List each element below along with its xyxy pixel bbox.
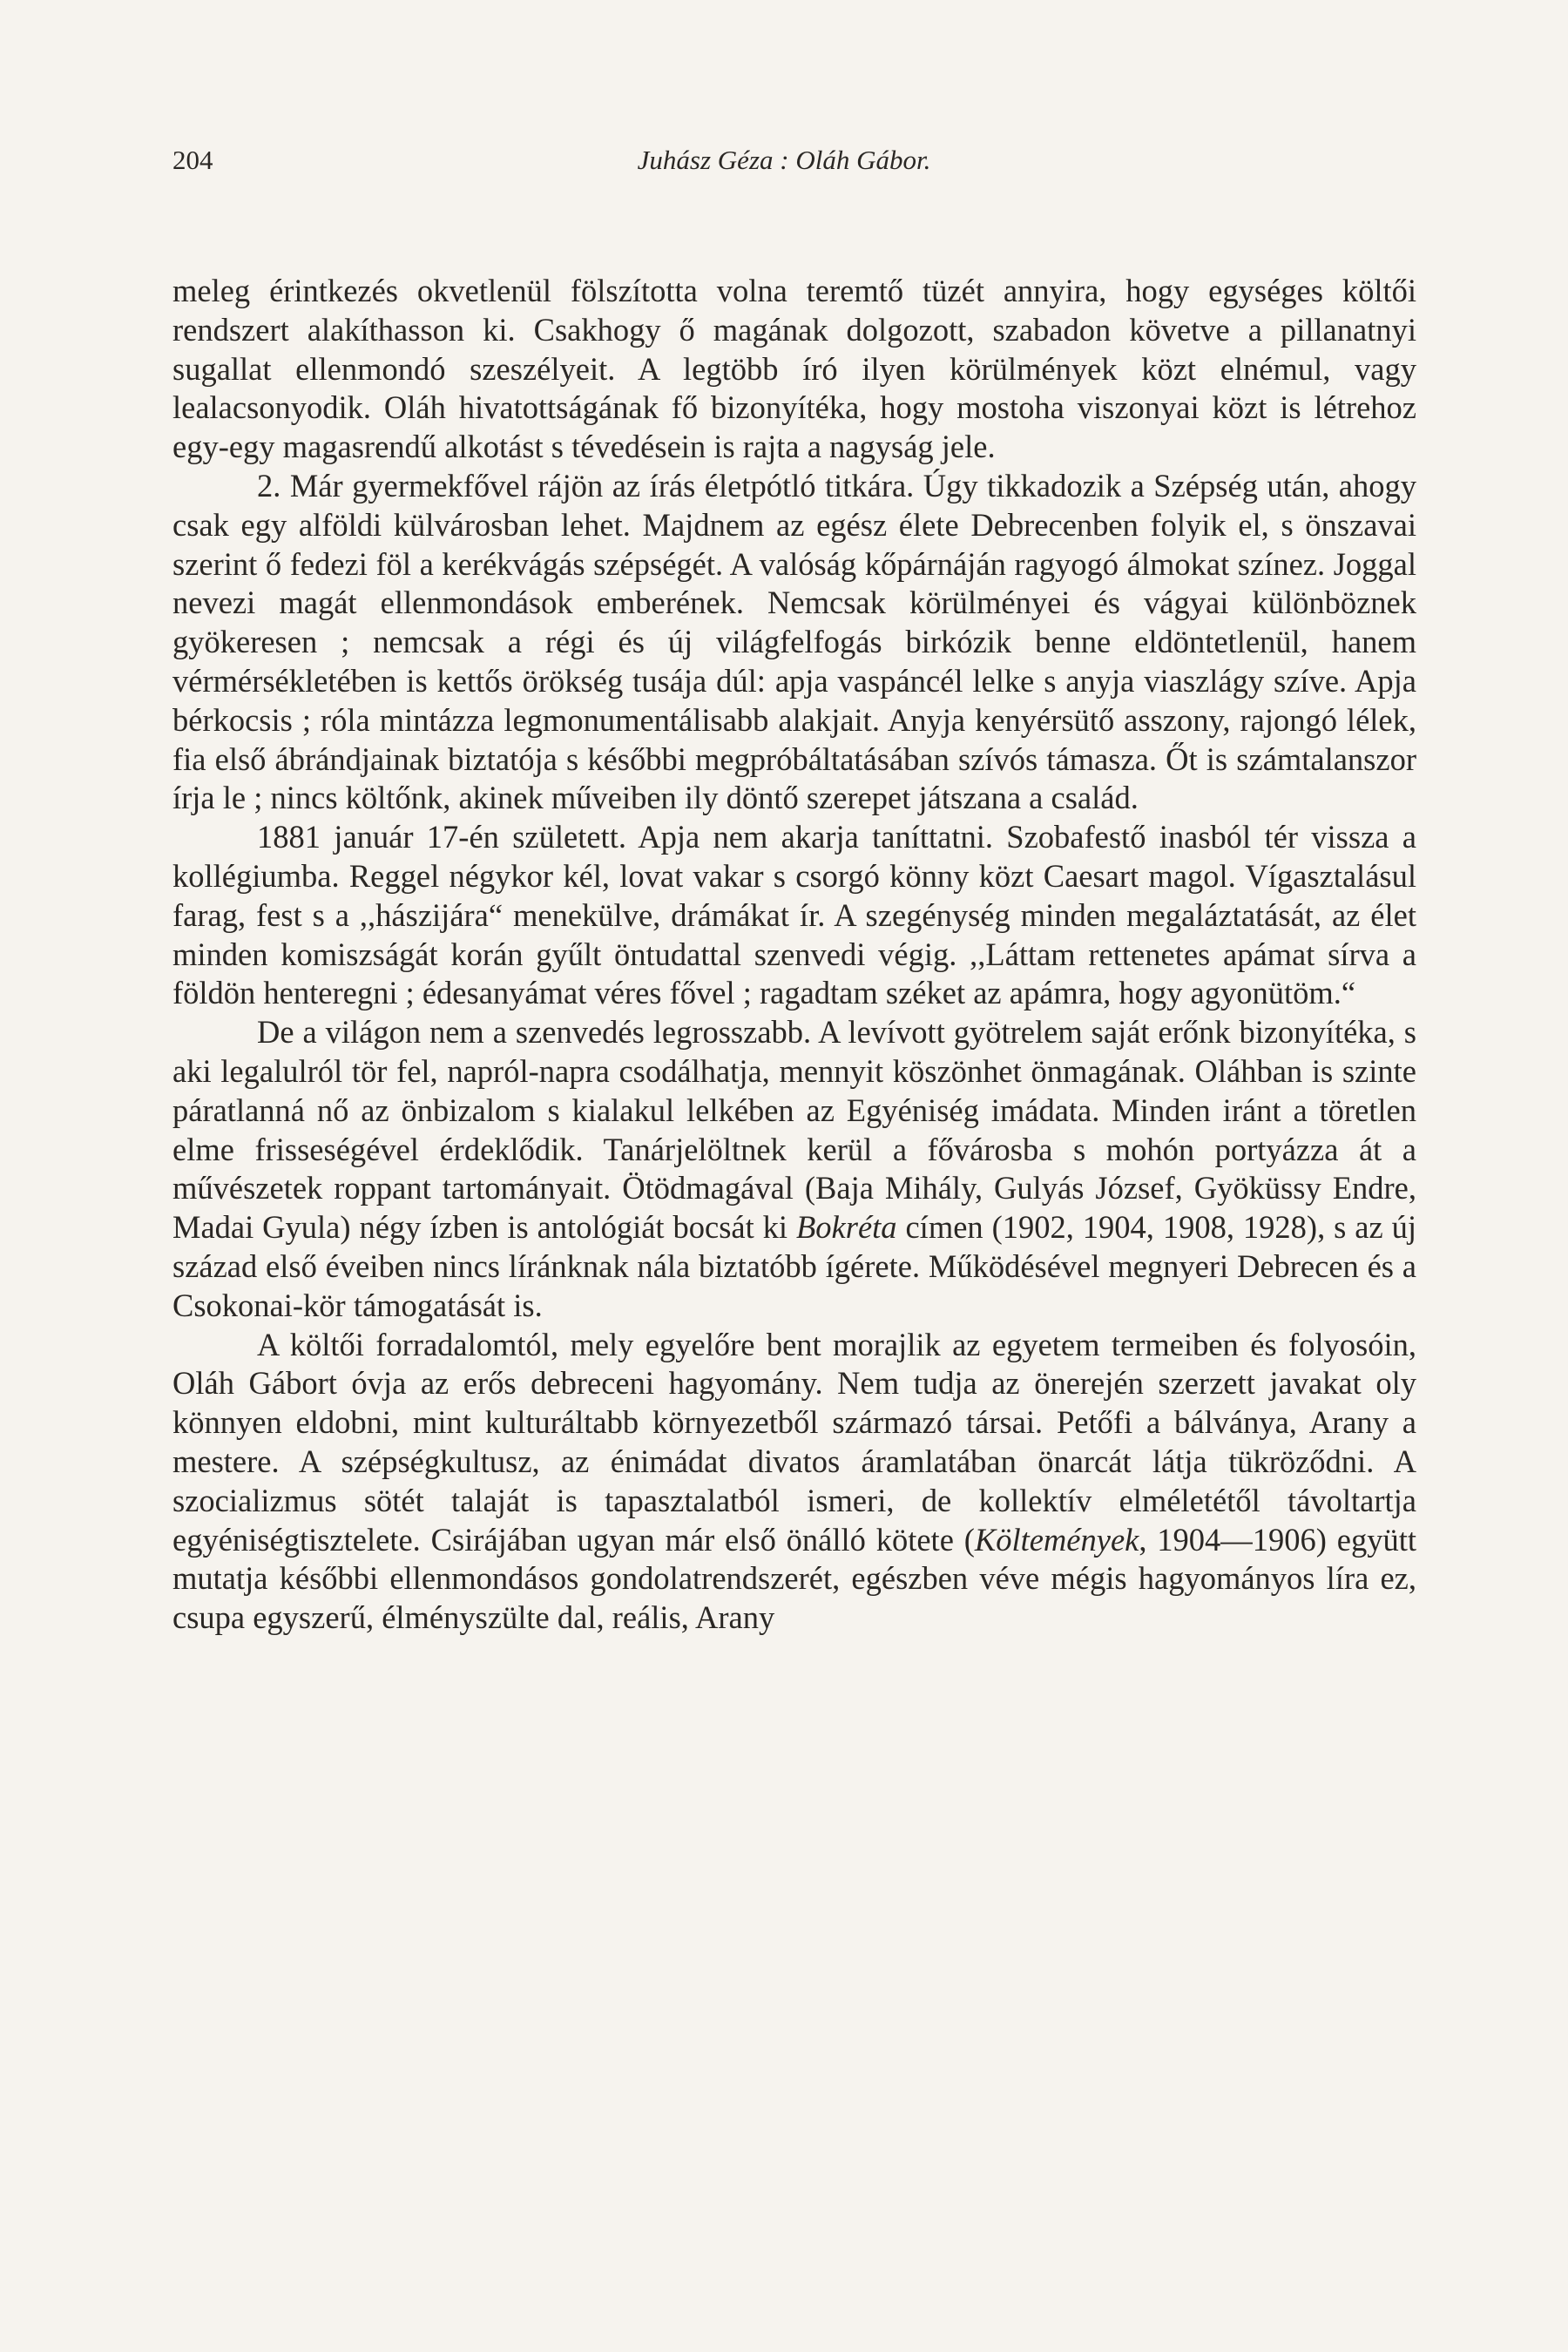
paragraph-text: címen (1902, 1904, 1908, 1928), s az új század első éveiben nincs líránknak nála biztatóbb ígérete. Működésével megnyeri Debrecen és a Csokonai-kör támogatását is. (172, 1209, 1416, 1323)
paragraph-text: 2. Már gyermekfővel rájön az írás életpótló titkára. Úgy tikkadozik a Szépség után, ahogy csak egy alföldi külvárosban lehet. Majdnem az egész élete Debrecenben folyik el, s önszavai szerint ő fedezi föl a kerékvágás szépségét. A valóság kőpárnáján ragyogó álmokat színez. Joggal nevezi magát ellenmondások emberének. Nemcsak körülményei és vágyai különböznek gyökeresen ; nemcsak a régi és új világfelfogás birkózik benne eldöntetlenül, hanem vérmérsékletében is kettős örökség tusája dúl: apja vaspáncél lelke s anyja viaszlágy szíve. Apja bérkocsis ; róla mintázza legmonumentálisabb alakjait. Anyja kenyérsütő asszony, rajongó lélek, fia első ábrándjainak biztatója s későbbi megpróbáltatásában szívós támasza. Őt is számtalanszor írja le ; nincs költőnk, akinek műveiben ily döntő szerepet játszana a család. (172, 467, 1416, 816)
paragraph-text: A költői forradalomtól, mely egyelőre bent morajlik az egyetem termeiben és folyosóin, Oláh Gábort óvja az erős debreceni hagyomány. Nem tudja az önerején szerzett javakat oly könnyen eldobni, mint kulturáltabb környezetből származó társai. Petőfi a bálványa, Arany a mestere. A szépségkultusz, az énimádat divatos áramlatában önarcát látja tükröződni. A szocializmus sötét talaját is tapasztalatból ismeri, de kollektív elméletétől távoltartja egyéniségtisztelete. Csirájában ugyan már első önálló kötete ( (172, 1326, 1416, 1558)
paragraph-4 (172, 1013, 1416, 1325)
page-header (172, 145, 1396, 188)
book-title-bokreta: Bokréta (796, 1209, 897, 1246)
paragraph-text: , 1904—1906) együtt mutatja későbbi ellenmondásos gondolatrendszerét, egészben véve mégis hagyományos líra ez, csupa egyszerű, élményszülte dal, reális, Arany (172, 1521, 1416, 1636)
page-number: 204 (172, 145, 213, 175)
paragraph-text: 1881 január 17-én született. Apja nem akarja taníttatni. Szobafestő inasból tér vissza a kollégiumba. Reggel négykor kél, lovat vakar s csorgó könny közt Caesart magol. Vígasztalásul farag, fest s a ,,hászijára“ menekülve, drámákat ír. A szegénység minden megaláztatását, az élet minden komiszságát korán gyűlt öntudattal szenvedi végig. ,,Láttam rettenetes apámat sírva a földön henteregni ; édesanyámat véres fővel ; ragadtam széket az apámra, hogy agyonütöm.“ (172, 819, 1416, 1011)
paragraph-1 (172, 272, 1416, 467)
book-title-koltemenyek: Költemények (974, 1521, 1139, 1558)
paragraph-2 (172, 467, 1416, 818)
body-text (172, 272, 1416, 1638)
running-title: Juhász Géza : Oláh Gábor. (637, 145, 931, 175)
paragraph-3 (172, 818, 1416, 1013)
paragraph-text: meleg érintkezés okvetlenül fölszította volna teremtő tüzét annyira, hogy egységes költői rendszert alakíthasson ki. Csakhogy ő magának dolgozott, szabadon követve a pillanatnyi sugallat ellenmondó szeszélyeit. A legtöbb író ilyen körülmények közt elnémul, vagy lealacsonyodik. Oláh hivatottságának fő bizonyítéka, hogy mostoha viszonyai közt is létrehoz egy-egy magasrendű alkotást s tévedésein is rajta a nagyság jele. (172, 273, 1416, 465)
paragraph-5 (172, 1326, 1416, 1638)
paragraph-text: De a világon nem a szenvedés legrosszabb. A levívott gyötrelem saját erőnk bizonyítéka, s aki legalulról tör fel, napról-napra csodálhatja, mennyit köszönhet önmagának. Oláhban is szinte páratlanná nő az önbizalom s kialakul lelkében az Egyéniség imádata. Minden iránt a töretlen elme frisseségével érdeklődik. Tanárjelöltnek kerül a fővárosba s mohón portyázza át a művészetek roppant tartományait. Ötödmagával (Baja Mihály, Gulyás József, Gyöküssy Endre, Madai Gyula) négy ízben is antológiát bocsát ki (172, 1014, 1416, 1246)
